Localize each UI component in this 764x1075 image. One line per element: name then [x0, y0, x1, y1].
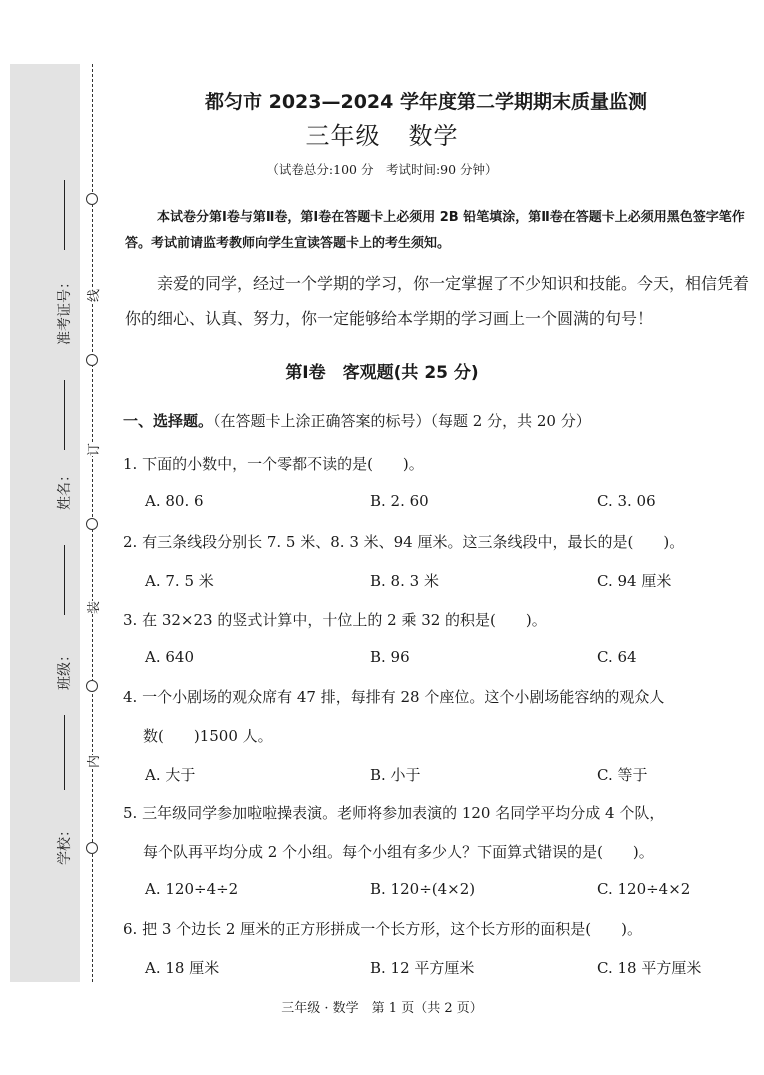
question-stem: 1. 下面的小数中，一个零都不读的是( )。: [123, 455, 424, 473]
class-line: [64, 545, 65, 615]
exam-number-label: 准考证号：: [57, 275, 73, 345]
option-b[interactable]: B. 8. 3 米: [370, 572, 439, 590]
cut-circle: [86, 518, 98, 530]
subject-label: 数学: [408, 122, 459, 150]
option-c[interactable]: C. 3. 06: [597, 492, 656, 510]
name-line: [64, 380, 65, 450]
part-one-heading: [123, 410, 591, 431]
instructions: 本试卷分第Ⅰ卷与第Ⅱ卷，第Ⅰ卷在答题卡上必须用 2B 铅笔填涂，第Ⅱ卷在答题卡上必须用黑色签字笔作答。考试前请监考教师向学生宣读答题卡上的考生须知。: [125, 210, 745, 251]
part-one-title: 一、选择题。: [123, 412, 214, 430]
option-b[interactable]: B. 120÷(4×2): [370, 880, 476, 898]
grade-label: 三年级: [305, 122, 381, 150]
exam-title: 都匀市 2023—2024 学年度第二学期期末质量监测: [205, 91, 647, 113]
option-a[interactable]: A. 120÷4÷2: [145, 880, 239, 898]
question-stem-continued: 数( )1500 人。: [143, 727, 273, 745]
option-c[interactable]: C. 等于: [597, 766, 648, 784]
exam-meta: （试卷总分:100 分 考试时间:90 分钟）: [266, 162, 498, 177]
option-a[interactable]: A. 大于: [145, 766, 196, 784]
option-a[interactable]: A. 80. 6: [145, 492, 204, 510]
option-c[interactable]: C. 94 厘米: [597, 572, 672, 590]
question-stem: 6. 把 3 个边长 2 厘米的正方形拼成一个长方形，这个长方形的面积是( )。: [123, 920, 642, 938]
exam-number-line: [64, 180, 65, 250]
cut-word: 订: [83, 443, 102, 456]
option-b[interactable]: B. 96: [370, 648, 410, 666]
option-b[interactable]: B. 小于: [370, 766, 421, 784]
question-stem: 5. 三年级同学参加啦啦操表演。老师将参加表演的 120 名同学平均分成 4 个队，: [123, 804, 665, 822]
question-stem: 4. 一个小剧场的观众席有 47 排，每排有 28 个座位。这个小剧场能容纳的观众人: [123, 688, 665, 706]
option-a[interactable]: A. 640: [145, 648, 194, 666]
question-stem: 2. 有三条线段分别长 7. 5 米、8. 3 米、94 厘米。这三条线段中，最长的是( )。: [123, 533, 685, 551]
cut-word: 内: [83, 755, 102, 768]
section-title: 第Ⅰ卷 客观题(共 25 分): [285, 363, 479, 383]
greeting: 亲爱的同学，经过一个学期的学习，你一定掌握了不少知识和技能。今天，相信凭着你的细心、认真、努力，你一定能够给本学期的学习画上一个圆满的句号！: [125, 274, 750, 328]
question-stem-continued: 每个队再平均分成 2 个小组。每个小组有多少人？下面算式错误的是( )。: [143, 843, 654, 861]
cut-circle: [86, 680, 98, 692]
cut-word: 线: [83, 289, 102, 302]
school-label: 学校：: [57, 823, 73, 865]
cut-circle: [86, 842, 98, 854]
option-a[interactable]: A. 18 厘米: [145, 959, 220, 977]
option-c[interactable]: C. 120÷4×2: [597, 880, 691, 898]
option-c[interactable]: C. 18 平方厘米: [597, 959, 702, 977]
option-c[interactable]: C. 64: [597, 648, 637, 666]
exam-subtitle: [0, 116, 764, 151]
page-footer: 三年级 · 数学 第 1 页（共 2 页）: [281, 1001, 483, 1016]
cut-circle: [86, 193, 98, 205]
option-b[interactable]: B. 12 平方厘米: [370, 959, 475, 977]
option-b[interactable]: B. 2. 60: [370, 492, 429, 510]
question-stem: 3. 在 32×23 的竖式计算中，十位上的 2 乘 32 的积是( )。: [123, 611, 547, 629]
part-one-note: （在答题卡上涂正确答案的标号）（每题 2 分，共 20 分）: [213, 412, 591, 430]
class-label: 班级：: [57, 648, 73, 690]
cut-word: 装: [83, 601, 102, 614]
option-a[interactable]: A. 7. 5 米: [145, 572, 214, 590]
name-label: 姓名：: [57, 468, 73, 510]
school-line: [64, 715, 65, 790]
